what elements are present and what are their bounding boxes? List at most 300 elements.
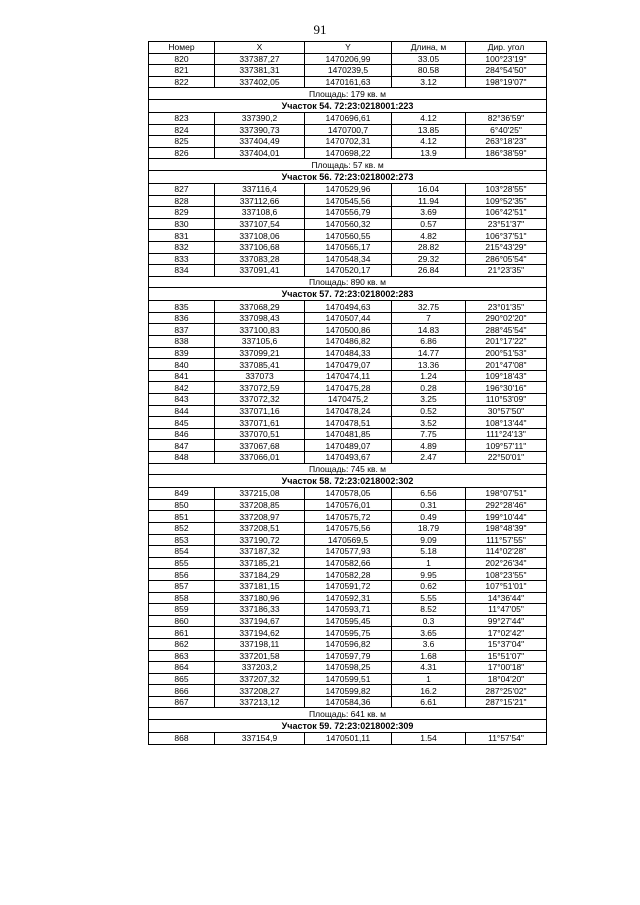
- table-cell: 13.36: [392, 359, 466, 371]
- table-row: [149, 733, 547, 745]
- table-cell: 1470700,7: [305, 124, 392, 136]
- table-cell: 106°37'51": [466, 230, 547, 242]
- table-cell: 337116,4: [215, 183, 305, 195]
- table-cell: 337390,73: [215, 124, 305, 136]
- table-cell: 1470560,32: [305, 218, 392, 230]
- table-cell: 821: [149, 65, 215, 77]
- table-cell: 854: [149, 546, 215, 558]
- table-cell: 863: [149, 650, 215, 662]
- table-cell: 1470696,61: [305, 112, 392, 124]
- table-row: [149, 112, 547, 124]
- table-cell: 853: [149, 534, 215, 546]
- table-cell: 198°07'51": [466, 488, 547, 500]
- table-cell: 17°00'18": [466, 662, 547, 674]
- table-cell: 844: [149, 405, 215, 417]
- table-cell: 0.3: [392, 615, 466, 627]
- table-row: [149, 394, 547, 406]
- table-cell: 862: [149, 638, 215, 650]
- table-cell: 337208,51: [215, 522, 305, 534]
- table-cell: 3.65: [392, 627, 466, 639]
- table-cell: 1470596,82: [305, 638, 392, 650]
- area-row: [149, 276, 547, 288]
- table-cell: 337181,15: [215, 580, 305, 592]
- section-title: Участок 54. 72:23:0218001:223: [149, 99, 547, 112]
- table-row: [149, 522, 547, 534]
- table-cell: 830: [149, 218, 215, 230]
- table-cell: 3.52: [392, 417, 466, 429]
- table-cell: 1470474,11: [305, 370, 392, 382]
- table-cell: 1470576,01: [305, 499, 392, 511]
- table-cell: 80.58: [392, 65, 466, 77]
- table-cell: 1470577,93: [305, 546, 392, 558]
- table-cell: 1470493,67: [305, 452, 392, 464]
- table-cell: 4.12: [392, 136, 466, 148]
- table-cell: 16.2: [392, 685, 466, 697]
- table-cell: 1470702,31: [305, 136, 392, 148]
- table-row: [149, 230, 547, 242]
- table-cell: 14.77: [392, 347, 466, 359]
- area-row: [149, 159, 547, 171]
- table-row: [149, 534, 547, 546]
- table-cell: 1470545,56: [305, 195, 392, 207]
- table-row: [149, 241, 547, 253]
- table-cell: 1470582,66: [305, 557, 392, 569]
- table-row: [149, 312, 547, 324]
- table-cell: 1470481,85: [305, 428, 392, 440]
- table-cell: 9.09: [392, 534, 466, 546]
- table-cell: 14.83: [392, 324, 466, 336]
- table-cell: 822: [149, 76, 215, 88]
- table-cell: 861: [149, 627, 215, 639]
- header-cell: Y: [305, 42, 392, 54]
- table-cell: 823: [149, 112, 215, 124]
- page-number: 91: [313, 22, 327, 37]
- table-cell: 859: [149, 604, 215, 616]
- header-cell: Длина, м: [392, 42, 466, 54]
- table-row: [149, 336, 547, 348]
- area-value: Площадь: 57 кв. м: [149, 159, 547, 171]
- table-cell: 0.57: [392, 218, 466, 230]
- table-row: [149, 428, 547, 440]
- table-cell: 337112,66: [215, 195, 305, 207]
- table-cell: 288°45'54": [466, 324, 547, 336]
- table-cell: 337067,68: [215, 440, 305, 452]
- section-title-row: [149, 99, 547, 112]
- table-cell: 337066,01: [215, 452, 305, 464]
- table-row: [149, 685, 547, 697]
- table-cell: 6.86: [392, 336, 466, 348]
- coordinates-table: [148, 41, 547, 745]
- table-cell: 337108,6: [215, 207, 305, 219]
- table-cell: 837: [149, 324, 215, 336]
- table-cell: 198°48'39": [466, 522, 547, 534]
- table-cell: 11.94: [392, 195, 466, 207]
- table-cell: 337071,16: [215, 405, 305, 417]
- table-cell: 186°38'59": [466, 147, 547, 159]
- table-cell: 287°15'21": [466, 696, 547, 708]
- table-cell: 111°24'13": [466, 428, 547, 440]
- table-row: [149, 218, 547, 230]
- table-cell: 0.28: [392, 382, 466, 394]
- table-cell: 13.9: [392, 147, 466, 159]
- table-cell: 21°23'35": [466, 265, 547, 277]
- table-row: [149, 76, 547, 88]
- table-cell: 337213,12: [215, 696, 305, 708]
- table-cell: 337201,58: [215, 650, 305, 662]
- table-row: [149, 195, 547, 207]
- table-cell: 337208,85: [215, 499, 305, 511]
- section-title-row: [149, 288, 547, 301]
- table-row: [149, 499, 547, 511]
- table-cell: 852: [149, 522, 215, 534]
- table-cell: 284°54'50": [466, 65, 547, 77]
- table-cell: 1: [392, 673, 466, 685]
- table-row: [149, 696, 547, 708]
- table-cell: 1470584,36: [305, 696, 392, 708]
- area-value: Площадь: 641 кв. м: [149, 708, 547, 720]
- table-cell: 841: [149, 370, 215, 382]
- table-cell: 22°50'01": [466, 452, 547, 464]
- header-cell: Дир. угол: [466, 42, 547, 54]
- table-row: [149, 673, 547, 685]
- table-cell: 1470489,07: [305, 440, 392, 452]
- table-cell: 5.18: [392, 546, 466, 558]
- table-cell: 0.31: [392, 499, 466, 511]
- table-cell: 848: [149, 452, 215, 464]
- table-cell: 13.85: [392, 124, 466, 136]
- table-cell: 7.75: [392, 428, 466, 440]
- table-row: [149, 440, 547, 452]
- table-cell: 1470560,55: [305, 230, 392, 242]
- table-cell: 1470698,22: [305, 147, 392, 159]
- table-cell: 856: [149, 569, 215, 581]
- table-row: [149, 546, 547, 558]
- table-cell: 16.04: [392, 183, 466, 195]
- table-cell: 1470478,51: [305, 417, 392, 429]
- table-row: [149, 580, 547, 592]
- table-cell: 843: [149, 394, 215, 406]
- table-cell: 5.55: [392, 592, 466, 604]
- area-value: Площадь: 890 кв. м: [149, 276, 547, 288]
- table-row: [149, 324, 547, 336]
- table-cell: 337099,21: [215, 347, 305, 359]
- table-cell: 106°42'51": [466, 207, 547, 219]
- table-row: [149, 638, 547, 650]
- table-cell: 832: [149, 241, 215, 253]
- table-cell: 864: [149, 662, 215, 674]
- table-cell: 6.56: [392, 488, 466, 500]
- table-cell: 1470494,63: [305, 301, 392, 313]
- table-cell: 840: [149, 359, 215, 371]
- table-cell: 1470520,17: [305, 265, 392, 277]
- table-cell: 0.49: [392, 511, 466, 523]
- table-cell: 23°51'37": [466, 218, 547, 230]
- table-cell: 860: [149, 615, 215, 627]
- table-cell: 1470582,28: [305, 569, 392, 581]
- table-cell: 1.24: [392, 370, 466, 382]
- table-cell: 0.52: [392, 405, 466, 417]
- table-cell: 337194,62: [215, 627, 305, 639]
- table-cell: 1470599,51: [305, 673, 392, 685]
- table-cell: 337098,43: [215, 312, 305, 324]
- table-cell: 82°36'59": [466, 112, 547, 124]
- table-cell: 337381,31: [215, 65, 305, 77]
- table-row: [149, 207, 547, 219]
- area-row: [149, 463, 547, 475]
- table-cell: 847: [149, 440, 215, 452]
- table-cell: 337404,49: [215, 136, 305, 148]
- table-cell: 33.05: [392, 53, 466, 65]
- table-cell: 110°53'09": [466, 394, 547, 406]
- table-cell: 1470575,72: [305, 511, 392, 523]
- table-cell: 18°04'20": [466, 673, 547, 685]
- table-cell: 337107,54: [215, 218, 305, 230]
- table-cell: 337185,21: [215, 557, 305, 569]
- table-row: [149, 662, 547, 674]
- table-cell: 337390,2: [215, 112, 305, 124]
- table-cell: 337404,01: [215, 147, 305, 159]
- table-cell: 3.6: [392, 638, 466, 650]
- table-row: [149, 511, 547, 523]
- table-cell: 820: [149, 53, 215, 65]
- table-row: [149, 253, 547, 265]
- table-cell: 29.32: [392, 253, 466, 265]
- table-row: [149, 650, 547, 662]
- table-row: [149, 183, 547, 195]
- table-cell: 4.89: [392, 440, 466, 452]
- table-cell: 337154,9: [215, 733, 305, 745]
- table-cell: 18.79: [392, 522, 466, 534]
- table-cell: 1470569,5: [305, 534, 392, 546]
- table-cell: 831: [149, 230, 215, 242]
- table-cell: 30°57'50": [466, 405, 547, 417]
- table-cell: 1470599,82: [305, 685, 392, 697]
- table-row: [149, 592, 547, 604]
- table-cell: 337187,32: [215, 546, 305, 558]
- table-cell: 11°57'54": [466, 733, 547, 745]
- table-cell: 1470475,2: [305, 394, 392, 406]
- table-row: [149, 569, 547, 581]
- table-cell: 1470593,71: [305, 604, 392, 616]
- table-row: [149, 488, 547, 500]
- section-title: Участок 57. 72:23:0218002:283: [149, 288, 547, 301]
- table-cell: 6°40'25": [466, 124, 547, 136]
- table-row: [149, 347, 547, 359]
- table-cell: 99°27'44": [466, 615, 547, 627]
- table-cell: 1470529,96: [305, 183, 392, 195]
- table-cell: 337070,51: [215, 428, 305, 440]
- table-cell: 1470556,79: [305, 207, 392, 219]
- table-cell: 3.69: [392, 207, 466, 219]
- table-cell: 1.68: [392, 650, 466, 662]
- table-cell: 337083,28: [215, 253, 305, 265]
- area-row: [149, 708, 547, 720]
- table-row: [149, 557, 547, 569]
- table-cell: 1.54: [392, 733, 466, 745]
- table-row: [149, 65, 547, 77]
- table-row: [149, 359, 547, 371]
- table-body: [149, 53, 547, 744]
- table-cell: 337184,29: [215, 569, 305, 581]
- table-cell: 292°28'46": [466, 499, 547, 511]
- table-cell: 287°25'02": [466, 685, 547, 697]
- table-cell: 15°51'07": [466, 650, 547, 662]
- table-row: [149, 452, 547, 464]
- table-cell: 337208,97: [215, 511, 305, 523]
- table-cell: 337105,6: [215, 336, 305, 348]
- table-cell: 1470206,99: [305, 53, 392, 65]
- table-cell: 2.47: [392, 452, 466, 464]
- table-cell: 198°19'07": [466, 76, 547, 88]
- table-cell: 1470598,25: [305, 662, 392, 674]
- table-cell: 1470500,86: [305, 324, 392, 336]
- table-cell: 107°51'01": [466, 580, 547, 592]
- table-cell: 199°10'44": [466, 511, 547, 523]
- table-cell: 9.95: [392, 569, 466, 581]
- table-cell: 28.82: [392, 241, 466, 253]
- table-cell: 3.25: [392, 394, 466, 406]
- table-cell: 100°23'19": [466, 53, 547, 65]
- table-cell: 337194,67: [215, 615, 305, 627]
- table-cell: 7: [392, 312, 466, 324]
- table-cell: 103°28'55": [466, 183, 547, 195]
- table-cell: 1470597,79: [305, 650, 392, 662]
- table-cell: 26.84: [392, 265, 466, 277]
- table-row: [149, 147, 547, 159]
- table-cell: 868: [149, 733, 215, 745]
- table-cell: 867: [149, 696, 215, 708]
- table-cell: 109°52'35": [466, 195, 547, 207]
- table-cell: 286°05'54": [466, 253, 547, 265]
- table-cell: 6.61: [392, 696, 466, 708]
- area-row: [149, 88, 547, 100]
- table-cell: 337106,68: [215, 241, 305, 253]
- table-cell: 1470161,63: [305, 76, 392, 88]
- table-cell: 838: [149, 336, 215, 348]
- table-row: [149, 53, 547, 65]
- header-cell: Номер: [149, 42, 215, 54]
- table-cell: 337208,27: [215, 685, 305, 697]
- table-cell: 337085,41: [215, 359, 305, 371]
- table-cell: 827: [149, 183, 215, 195]
- table-cell: 337402,05: [215, 76, 305, 88]
- table-cell: 337100,83: [215, 324, 305, 336]
- table-cell: 337091,41: [215, 265, 305, 277]
- table-cell: 14°36'44": [466, 592, 547, 604]
- table-row: [149, 417, 547, 429]
- table-cell: 108°13'44": [466, 417, 547, 429]
- table-cell: 202°26'34": [466, 557, 547, 569]
- table-cell: 839: [149, 347, 215, 359]
- table-cell: 4.31: [392, 662, 466, 674]
- table-cell: 337072,32: [215, 394, 305, 406]
- table-cell: 0.62: [392, 580, 466, 592]
- table-cell: 337215,08: [215, 488, 305, 500]
- section-title-row: [149, 475, 547, 488]
- table-row: [149, 301, 547, 313]
- table-cell: 337207,32: [215, 673, 305, 685]
- table-cell: 290°02'20": [466, 312, 547, 324]
- table-cell: 200°51'53": [466, 347, 547, 359]
- section-title: Участок 56. 72:23:0218002:273: [149, 170, 547, 183]
- table-cell: 337186,33: [215, 604, 305, 616]
- table-cell: 1: [392, 557, 466, 569]
- table-cell: 201°47'08": [466, 359, 547, 371]
- table-cell: 1470501,11: [305, 733, 392, 745]
- section-title: Участок 58. 72:23:0218002:302: [149, 475, 547, 488]
- table-cell: 828: [149, 195, 215, 207]
- table-cell: 829: [149, 207, 215, 219]
- table-cell: 4.82: [392, 230, 466, 242]
- table-cell: 849: [149, 488, 215, 500]
- table-row: [149, 136, 547, 148]
- table-cell: 17°02'42": [466, 627, 547, 639]
- table-cell: 1470595,45: [305, 615, 392, 627]
- table-cell: 23°01'35": [466, 301, 547, 313]
- table-cell: 15°37'04": [466, 638, 547, 650]
- table-cell: 337108,06: [215, 230, 305, 242]
- table-cell: 1470591,72: [305, 580, 392, 592]
- table-row: [149, 615, 547, 627]
- table-cell: 337190,72: [215, 534, 305, 546]
- table-cell: 833: [149, 253, 215, 265]
- table-cell: 337068,29: [215, 301, 305, 313]
- table-cell: 337071,61: [215, 417, 305, 429]
- table-cell: 1470592,31: [305, 592, 392, 604]
- table-cell: 337072,59: [215, 382, 305, 394]
- table-cell: 1470578,05: [305, 488, 392, 500]
- table-cell: 3.12: [392, 76, 466, 88]
- table-cell: 1470595,75: [305, 627, 392, 639]
- table-row: [149, 124, 547, 136]
- table-header-row: [149, 42, 547, 54]
- table-cell: 855: [149, 557, 215, 569]
- table-cell: 337180,96: [215, 592, 305, 604]
- table-cell: 337203,2: [215, 662, 305, 674]
- table-cell: 825: [149, 136, 215, 148]
- header-cell: X: [215, 42, 305, 54]
- section-title: Участок 59. 72:23:0218002:309: [149, 720, 547, 733]
- table-cell: 4.12: [392, 112, 466, 124]
- table-cell: 109°18'43": [466, 370, 547, 382]
- table-cell: 851: [149, 511, 215, 523]
- table-cell: 263°18'23": [466, 136, 547, 148]
- table-row: [149, 405, 547, 417]
- table-cell: 337387,27: [215, 53, 305, 65]
- area-value: Площадь: 745 кв. м: [149, 463, 547, 475]
- table-cell: 1470475,28: [305, 382, 392, 394]
- table-cell: 1470565,17: [305, 241, 392, 253]
- table-cell: 1470486,82: [305, 336, 392, 348]
- table-cell: 1470478,24: [305, 405, 392, 417]
- table-cell: 834: [149, 265, 215, 277]
- table-cell: 1470479,07: [305, 359, 392, 371]
- table-cell: 11°47'05": [466, 604, 547, 616]
- table-cell: 1470484,33: [305, 347, 392, 359]
- table-cell: 201°17'22": [466, 336, 547, 348]
- table-cell: 111°57'55": [466, 534, 547, 546]
- table-cell: 826: [149, 147, 215, 159]
- section-title-row: [149, 170, 547, 183]
- table-cell: 1470239,5: [305, 65, 392, 77]
- table-cell: 8.52: [392, 604, 466, 616]
- table-cell: 1470575,56: [305, 522, 392, 534]
- table-cell: 114°02'28": [466, 546, 547, 558]
- table-cell: 866: [149, 685, 215, 697]
- table-cell: 857: [149, 580, 215, 592]
- table-cell: 850: [149, 499, 215, 511]
- table-row: [149, 265, 547, 277]
